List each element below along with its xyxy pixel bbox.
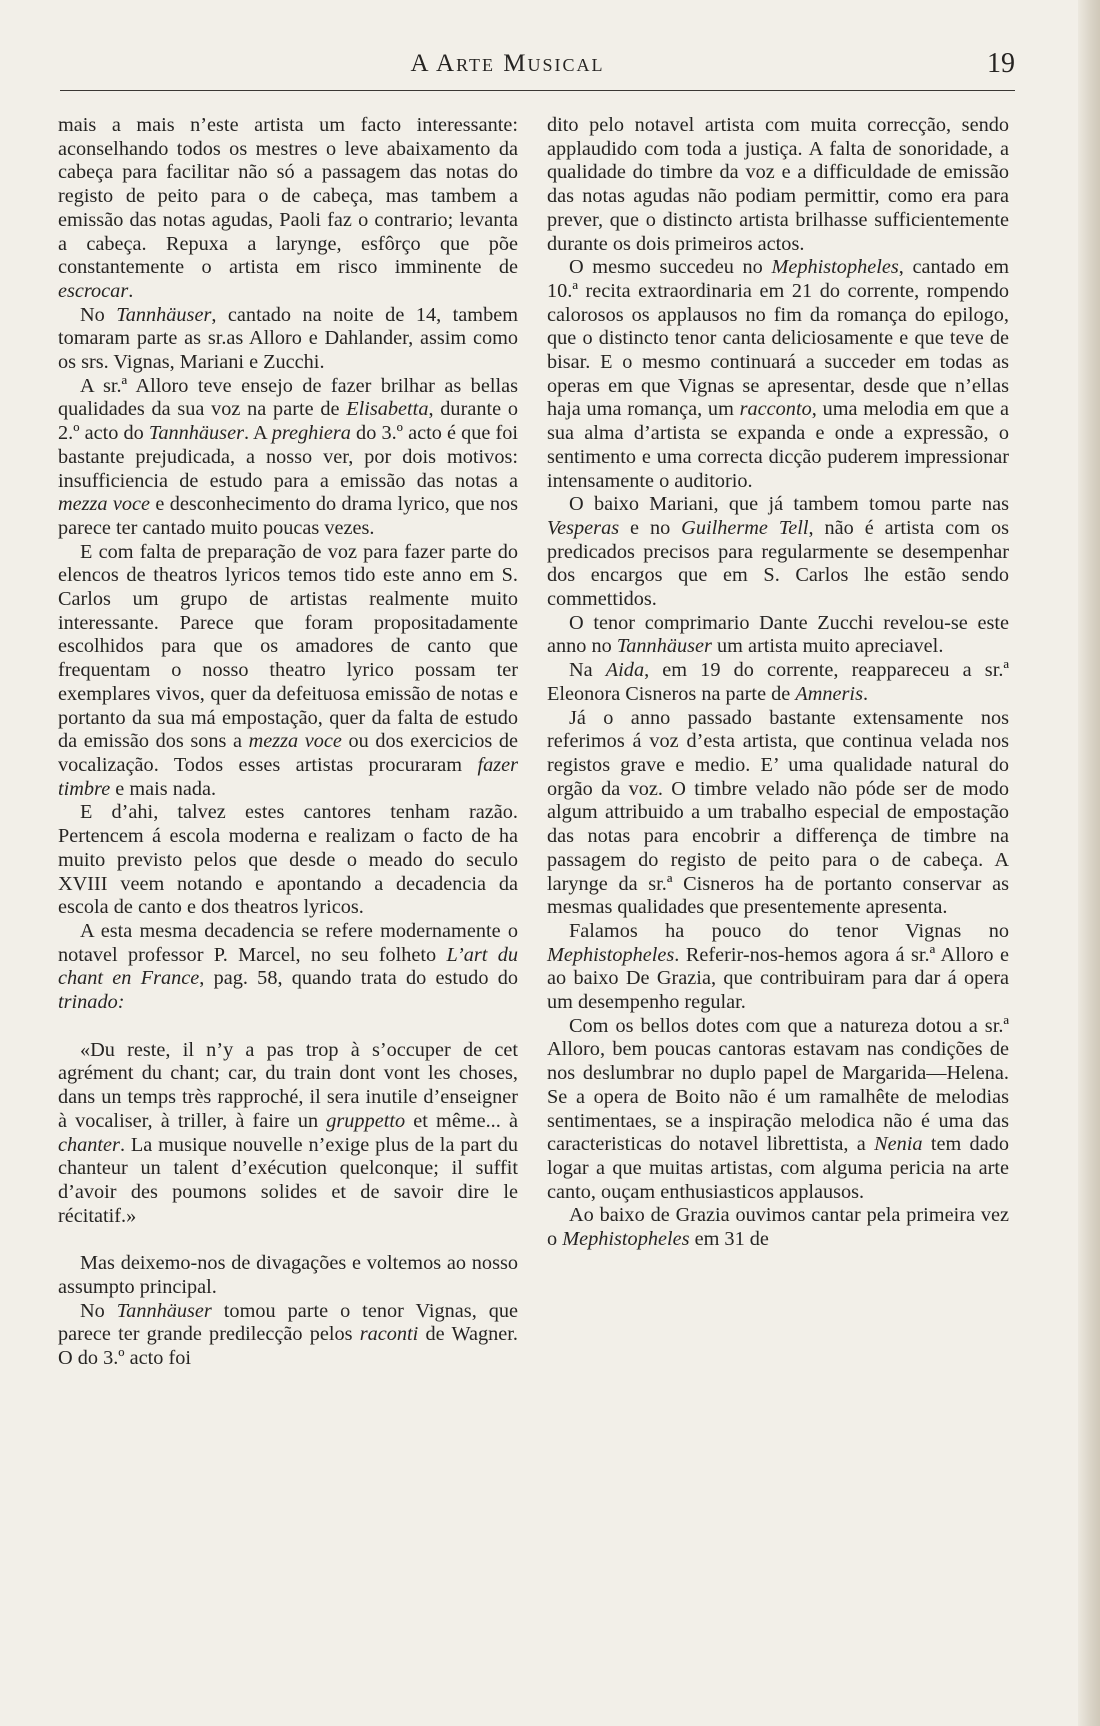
italic-run: Tannhäuser [616, 635, 712, 658]
text-run: No [80, 303, 117, 326]
italic-run: Mephistopheles [547, 943, 675, 966]
text-run: mais a mais n’este artista um facto interessante: aconselhando todos os mestres o leve abaixamento da cabeça para facilitar não só a passagem das notas do registo de peito para o de cabeça, mas tambem a emissão das notas agudas, Paoli faz o contrario; levanta a cabeça. Repuxa a larynge, esfôrço que põe constantemente o artista em risco imminente de [58, 114, 518, 279]
paragraph [58, 1300, 518, 1371]
text-run: O tenor comprimario Dante Zucchi revelou-se este anno no [547, 611, 1009, 658]
text-run: Com os bellos dotes com que a natureza dotou a sr.ª Alloro, bem poucas cantoras estavam nas condições de nos deslumbrar no duplo papel de Margarida—Helena. Se a opera de Boito não é um ramalhête de melodias sentimentaes, se a inspiração melodica não é uma das caracteristicas do notavel librettista, a [547, 1014, 1009, 1156]
italic-run: L’art du chant en France [58, 943, 518, 990]
text-run: tem dado logar a que muitas artistas, com alguma pericia na arte canto, ouçam enthusiasticos applausos. [547, 1133, 1009, 1203]
italic-run: chanter [58, 1133, 120, 1156]
paragraph [547, 256, 1009, 493]
page-number: 19 [987, 48, 1015, 79]
text-run: A sr.ª Alloro teve ensejo de fazer brilhar as bellas qualidades da sua voz na parte de [58, 374, 518, 421]
text-run: Mas deixemo-nos de divagações e voltemos ao nosso assumpto principal. [58, 1252, 518, 1299]
paragraph [58, 1252, 518, 1299]
paragraph [58, 375, 518, 541]
header-rule [60, 90, 1015, 91]
text-run: Já o anno passado bastante extensamente nos referimos á voz d’esta artista, que continua velada nos registos grave e medio. E’ uma qualidade natural do orgão da voz. O timbre velado não póde ser de modo algum attribuido a um trabalho especial de empostação das notas para encobrir a differença de timbre na passagem do registo de peito para o de cabeça. A larynge da sr.ª Cisneros ha de portanto conservar as mesmas qualidades que presentemente apresenta. [547, 706, 1009, 919]
paragraph [547, 659, 1009, 706]
text-run: O mesmo succedeu no [569, 256, 772, 279]
paragraph [547, 920, 1009, 1015]
italic-run: Mephistopheles [562, 1228, 690, 1251]
italic-run: Aida [605, 659, 645, 682]
italic-run: fazer timbre [58, 753, 518, 800]
text-run: dito pelo notavel artista com muita correcção, sendo applaudido com toda a justiça. A falta de sonoridade, a qualidade do timbre da voz e a difficuldade de emissão das notas agudas não podiam permittir, como era para prever, que o distincto artista brilhasse sufficientemente durante os dois primeiros actos. [547, 114, 1009, 255]
text-run: . [128, 279, 134, 302]
text-run: , pag. 58, quando trata do estudo do [199, 967, 518, 990]
italic-run: Tannhäuser [116, 303, 212, 326]
paragraph [58, 920, 518, 1015]
italic-run: escrocar [58, 279, 129, 302]
text-run: Falamos ha pouco do tenor Vignas no [569, 919, 1009, 942]
text-run: E com falta de preparação de voz para fazer parte do elencos de theatros lyricos temos tido este anno em S. Carlos um grupo de artistas realmente muito interessante. Parece que foram propositadamente escolhidos para que os amadores de canto que frequentam o nosso theatro lyrico possam ter exemplares vivos, quer da defeituosa emissão de notas e portanto da sua má empostação, quer da falta de estudo da emissão dos sons a [58, 540, 518, 753]
text-run: , não é artista com os predicados precisos para regularmente se desempenhar dos encargos que em S. Carlos lhe estão sendo commettidos. [547, 516, 1010, 611]
text-run: de Wagner. O do 3.º acto foi [58, 1323, 518, 1370]
italic-run: Amneris [795, 682, 863, 705]
paragraph [547, 1015, 1009, 1205]
italic-run: Tannhäuser [148, 422, 244, 445]
text-run: tomou parte o tenor Vignas, que parece ter grande predilecção pelos [58, 1299, 519, 1346]
text-run: um artista muito apreciavel. [711, 635, 944, 658]
text-run: do 3.º acto é que foi bastante prejudicada, a nosso ver, por dois motivos: insufficiencia de estudo para a emissão das notas a [58, 422, 519, 492]
italic-run: Nenia [874, 1133, 923, 1156]
text-run: A esta mesma decadencia se refere modernamente o notavel professor P. Marcel, no seu folheto [58, 919, 518, 966]
running-title: A Arte Musical [410, 50, 605, 77]
text-run: et même... à [405, 1109, 518, 1132]
italic-run: mezza voce [58, 493, 151, 516]
paragraph [58, 304, 518, 375]
page-edge-shadow [1078, 0, 1100, 1726]
italic-run: mezza voce [248, 730, 342, 753]
text-run: , cantado em 10.ª recita extraordinaria em 21 do corrente, rompendo calorosos os applausos no fim da romança do epilogo, que o distincto tenor canta deliciosamente e que teve de bisar. E o mesmo continuará a succeder em todas as operas em que Vignas se apresentar, desde que n’ellas haja uma romança, um [547, 256, 1009, 421]
paragraph [58, 801, 518, 920]
text-run: . La musique nouvelle n’exige plus de la part du chanteur un talent d’exécution quelconque; il suffit d’avoir des poumons solides et de savoir dire le récitatif.» [58, 1133, 518, 1227]
text-run: e desconhecimento do drama lyrico, que nos parece ter cantado muito poucas vezes. [58, 493, 518, 539]
paragraph [58, 114, 518, 304]
text-run: ou dos exercicios de vocalização. Todos esses artistas procuraram [58, 730, 518, 776]
text-run: E d’ahi, talvez estes cantores tenham razão. Pertencem á escola moderna e realizam o facto de ha muito previsto pelos que desde o meado do seculo XVIII veem notando e apontando a decadencia da escola de canto e dos theatros lyricos. [58, 801, 518, 919]
italic-run: gruppetto [326, 1109, 406, 1132]
text-run: Ao baixo de Grazia ouvimos cantar pela primeira vez o [547, 1204, 1009, 1251]
text-run: O baixo Mariani, que já tambem tomou parte nas [569, 493, 1009, 516]
italic-run: preghiera [271, 422, 351, 445]
text-run: e no [619, 516, 682, 539]
italic-run: Elisabetta [346, 398, 429, 421]
text-run: , uma melodia em que a sua alma d’artista se expanda e onde a expressão, o sentimento e uma correcta dicção puderem impressionar intensamente o auditorio. [547, 398, 1010, 492]
italic-run: Mephistopheles [771, 256, 899, 279]
italic-run: trinado: [58, 991, 125, 1014]
text-run: Na [569, 659, 606, 682]
paragraph [547, 493, 1009, 612]
italic-run: Vesperas [547, 516, 620, 539]
right-column [547, 114, 1009, 1252]
paragraph [547, 707, 1009, 920]
italic-run: Guilherme Tell [681, 516, 809, 539]
italic-run: raconti [359, 1323, 419, 1346]
text-run: «Du reste, il n’y a pas trop à s’occuper de cet agrément du chant; car, du train dont vont les choses, dans un temps très rapproché, il sera inutile d’enseigner à vocaliser, à triller, à faire un [58, 1038, 518, 1132]
paragraph [547, 612, 1009, 659]
paragraph [547, 1204, 1009, 1251]
paragraph [58, 541, 518, 802]
text-run: , cantado na noite de 14, tambem tomaram parte as sr.as Alloro e Dahlander, assim como os srs. Vignas, Mariani e Zucchi. [58, 303, 519, 374]
italic-run: racconto [739, 398, 812, 421]
left-column [58, 114, 518, 1371]
text-run: . A [243, 422, 272, 445]
text-run: , em 19 do corrente, reappareceu a sr.ª Eleonora Cisneros na parte de [547, 659, 1009, 705]
text-run: em 31 de [689, 1228, 769, 1251]
text-run: , durante o 2.º acto do [58, 398, 518, 445]
text-run: . [862, 682, 869, 705]
text-run: No [80, 1299, 117, 1322]
paragraph [547, 114, 1009, 256]
text-run: . Referir-nos-hemos agora á sr.ª Alloro e ao baixo De Grazia, que contribuiram para dar á opera um desempenho regular. [547, 943, 1009, 1014]
block-quote [58, 1039, 518, 1229]
page-header [60, 44, 1015, 84]
italic-run: Tannhäuser [116, 1299, 212, 1322]
text-run: e mais nada. [110, 777, 217, 800]
